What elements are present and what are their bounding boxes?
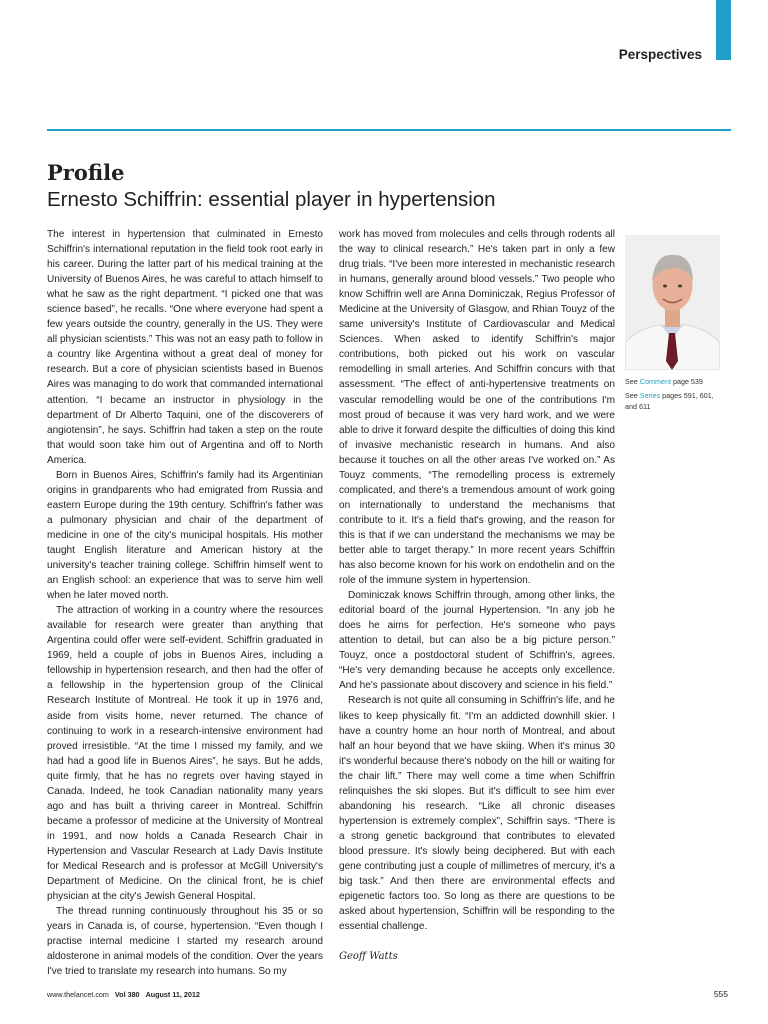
paragraph: The interest in hypertension that culminated in Ernesto Schiffrin's international reputation in the field took root early in his career. During the latter part of his medical training at the University of Buenos Aires, he was careful to attach himself to what he saw as the right department. “I picked one that was science based”, he recalls. “One where everyone had spent a few years outside the country, generally in the US. They were all physician scientists.” This was not an easy path to follow in a country like Argentina without a great deal of money for research. But a core of physician scientists based in Buenos Aires was managing to do work that commanded international attention. “I became an instructor in physiology in the department of Dr Alberto Taquini, one of the discoverers of angiotensin”, he says. Schiffrin had taken a step on the route that would soon take him out of Argentina and off to North America. bbox=[47, 229, 323, 466]
paragraph: Research is not quite all consuming in Schiffrin's life, and he likes to keep physically fit. “I'm an addicted downhill skier. I have a country home an hour north of Montreal, and about half an hour beyond that we have skiing. When it's minus 30 it's wonderful because there's nobody on the hill or waiting for the chair lift.” There may well come a time when Schiffrin relinquishes the ski slopes. But it's difficult to see him ever abandoning his research. “Like all chronic diseases hypertension is extremely complex”, Schiffrin says. “There is a strong genetic background that contributes to elevated blood pressure. It's slowly being deciphered. But with each gene contributing just a couple of millimetres of mercury, it's a big task.” And then there are environmental effects and epigenetic factors too. So long as there are questions to be asked about hypertension, Schiffrin will be responding to the essential challenge. bbox=[339, 695, 616, 933]
section-label: Perspectives bbox=[618, 47, 702, 62]
footer-volume: Vol 380 bbox=[114, 990, 140, 999]
body-column-1 bbox=[47, 227, 323, 979]
cross-reference-series: See Series pages 591, 601, and 611 bbox=[625, 391, 714, 411]
article-kicker: Profile bbox=[47, 160, 125, 185]
header-rule bbox=[47, 129, 731, 131]
paragraph: Dominiczak knows Schiffrin through, among other links, the editorial board of the journal Hypertension. “In any job he does he aims for perfection. He's someone who pays attention to detail, but can also be a big picture person.” Touyz, once a postdoctoral student of Schiffrin's, agrees. “He's very demanding because he accepts only excellence. And he's passionate about discovery and science in his field.” bbox=[339, 590, 615, 692]
accent-bar bbox=[716, 0, 731, 60]
series-link[interactable]: Series bbox=[639, 391, 661, 400]
paragraph: Born in Buenos Aires, Schiffrin's family had its Argentinian origins in grandparents who had emigrated from Russia and eastern Europe during the 19th century. Schiffrin's father was a pulmonary physician and chair of the department of medicine in one of the city's municipal hospitals. His mother taught English literature and American history at the university's teacher training college. Schiffrin himself went to an English school: an experience that was to serve him well when he later moved north. bbox=[47, 469, 323, 602]
portrait-photo bbox=[625, 235, 720, 370]
footer-site[interactable]: www.thelancet.com bbox=[47, 990, 109, 999]
footer-citation bbox=[47, 990, 200, 999]
author-signoff: Geoff Watts bbox=[339, 951, 398, 963]
page-number: 555 bbox=[713, 989, 728, 999]
comment-link[interactable]: Comment bbox=[639, 377, 671, 386]
body-column-2 bbox=[339, 227, 615, 964]
article-headline: Ernesto Schiffrin: essential player in hypertension bbox=[47, 188, 496, 211]
paragraph: The attraction of working in a country where the resources available for research were greater than anything that Argentina could offer were self-evident. Schiffrin graduated in 1969, held a couple of jobs in Buenos Aires, including a fellowship in hypertension research, and then had the offer of a fellowship in the hypertension group of the Clinical Research Institute of Montreal. He took it up in 1976 and, aside from visits home, never returned. The chance of continuing to work in a research-intensive environment had proved irresistible. “At the time I missed my family, and we had had a good life in Buenos Aires”, he says. But he adds, quite firmly, that he has no regrets over having stayed in Canada. Indeed, he took Canadian nationality many years ago and has built a thriving career in Montreal. Schiffrin became a professor of medicine at the University of Montreal in 1991, and now holds a Canada Research Chair in Hypertension and Vascular Research at Lady Davis Institute for Medical Research and is professor at McGill University's Department of Medicine. On the clinical front, he is chief physician at the city's Jewish General Hospital. bbox=[47, 605, 323, 903]
footer-date: August 11, 2012 bbox=[145, 990, 200, 999]
portrait-illustration bbox=[625, 235, 720, 370]
cross-reference-comment: See Comment page 539 bbox=[625, 377, 703, 386]
paragraph: work has moved from molecules and cells through rodents all the way to clinical research.” He's taken part in only a few drug trials. “I've been more interested in mechanistic research in humans, generally around blood vessels.” Two people who know Schiffrin well are Anna Dominiczak, Regius Professor of Medicine at the University of Glasgow, and Rhian Touyz of the same university's Institute of Cardiovascular and Medical Sciences. When asked to identify Schiffrin's major contributions, both picked out his work on vascular remodelling in small arteries. And Schiffrin concurs with that assessment. “The effect of anti-hypertensive treatments on vascular remodelling would be one of the contributions I'm most proud of because it was very hard work, and we were able to drive it forward despite the difficulties of doing this kind of invasive mechanistic research in humans. And also because it touches on all the other areas I've worked on.” As Touyz comments, “The remodelling process is extremely complicated, and there's a tremendous amount of work going on internationally to understand the mechanisms that contribute to it. It's a field that's growing, and the reason for this is that if we can understand the mechanisms we may be better able to target therapy.” In more recent years Schiffrin has also become known for his work on endothelin and on the role of the immune system in hypertension. bbox=[339, 229, 615, 587]
paragraph: The thread running continuously throughout his 35 or so years in Canada is, of course, hypertension. “Even though I practise internal medicine I started my research around aldosterone in animal models of the condition. Over the years I've tried to translate my research into humans. So my bbox=[47, 906, 323, 978]
